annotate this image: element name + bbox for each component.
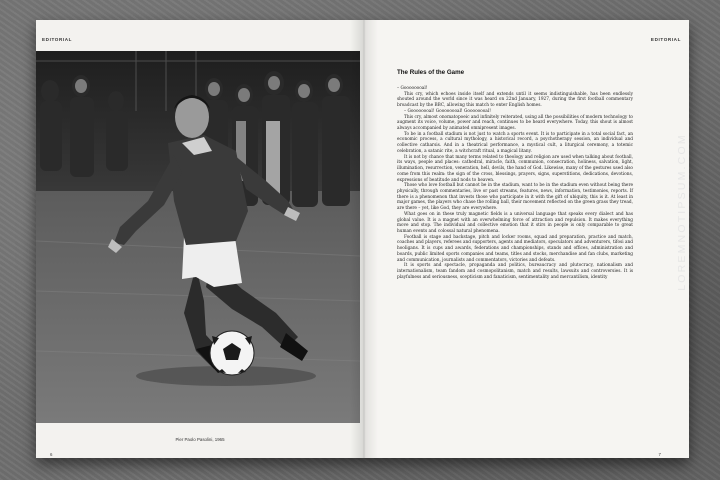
article-body: [397, 86, 633, 280]
article-title: The Rules of the Game: [397, 69, 465, 76]
left-running-head: EDITORIAL: [42, 37, 73, 42]
football-player-photo: [36, 51, 360, 423]
side-brand-text: LOREMNOTIPSUM.COM: [676, 133, 688, 291]
left-page: [36, 20, 364, 458]
right-page: [364, 20, 689, 458]
right-running-head: EDITORIAL: [650, 37, 681, 42]
right-page-number: 7: [658, 452, 661, 457]
paragraph: To be in a football stadium is not just to watch a sports event. It is to participate in a total social fact, an economic process, a cultural mythology, a historical record, a psychotherapy session, an individual and collective catharsis. And in a theatrical performance, a mystical cult, a liturgical ceremony, a totemic celebration, a satanic rite, a witchcraft ritual, a magical litany.: [397, 131, 633, 154]
paragraph: This cry, almost onomatopoeic and infinitely reiterated, using all the possibilities of modern technology to augment its voice, volume, power and reach, continues to be heard everywhere. Today, this shout is almost always accompanied by animated omnipresent images.: [397, 114, 633, 132]
paragraph: – Goooooooal!: [397, 86, 428, 91]
left-page-number: 6: [50, 452, 53, 457]
paragraph: What goes on in these truly magnetic fields is a universal language that speaks every dialect and has global value. It is a magnet with an overwhelming force of attraction and repulsion. It makes everything move and stop. The individual and collective emotion that it stirs in people is only comparable to great human events and colossal natural phenomena.: [397, 211, 633, 234]
paragraph: Those who love football but cannot be in the stadium, want to be in the stadium even without being there physically, through commentaries, live or past streams, features, news, information, testimonies, reports. If there is a phenomenon that invests those who participate in it with the gift of ubiquity, this is it. At least in major games, the players who chase the rolling ball, their movement reflected on the green grass they tread, are there – yet, like God, they are everywhere.: [397, 183, 633, 212]
paragraph: It is not by chance that many terms related to theology and religion are used when talking about football, its ways, people and places: cathedral, miracle, faith, communion, consecration, holiness, salvation, light, illumination, resurrection, veneration, hell, devils, the hand of God. Likewise, many of the gestures used also come from this realm: the sign of the cross, blessings, prayers, signs, superstitions, dedications, devotions, expressions of beatitude and nods to heaven.: [397, 154, 633, 183]
magazine-spread: [36, 20, 689, 458]
photo-caption: Pier Paolo Pasolini, 1965: [175, 437, 225, 442]
paragraph: It is sports and spectacle, propaganda and politics, bureaucracy and plutocracy, nationalism and internationalism, team fandom and cosmopolitanism, match and results, lawsuits and controversies. It is playfulness and seriousness, scepticism and fanaticism, sentimentality and mercantilism, identity: [397, 263, 633, 280]
football-ball: [210, 331, 254, 375]
side-brand-watermark: [676, 133, 690, 291]
paragraph: – Goooooooal! Goooooooal! Goooooooal!: [404, 108, 491, 114]
paragraph: This cry, which echoes inside itself and extends until it seems indistinguishable, has been endlessly shouted around the world since it was heard on 22nd January, 1927, during the first football commentary broadcast by the BBC, allowing this match to enter English homes.: [397, 91, 633, 109]
paragraph: Football is stage and backstage, pitch and locker rooms, squad and preparation, practice and match, coaches and players, referees and supporters, agents and mediators, speculators and adventurers, tifosi and hooligans. It is cups and awards, federations and championships, stands and offices, administration and boards, public limited sports companies and teams, titles and stocks, merchandise and fan clubs, marketing and communication, journalists and commentators, victories and defeats.: [397, 234, 633, 263]
